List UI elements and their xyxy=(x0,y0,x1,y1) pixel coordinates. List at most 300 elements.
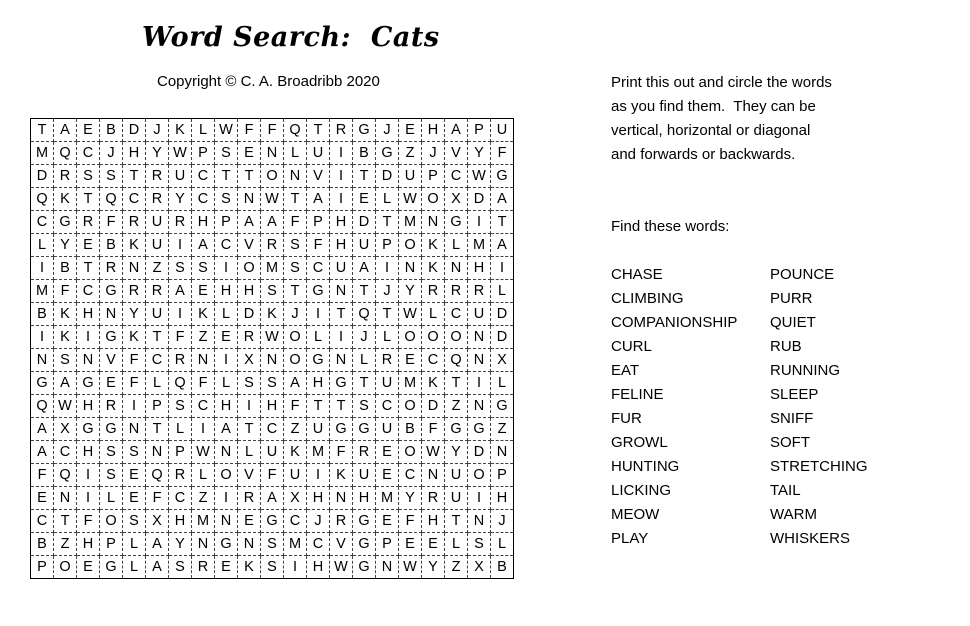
word-list-item: RUB xyxy=(770,338,802,355)
grid-cell: S xyxy=(100,165,123,188)
grid-cell: I xyxy=(238,395,261,418)
grid-cell: L xyxy=(491,372,514,395)
grid-cell: I xyxy=(330,142,353,165)
grid-cell: E xyxy=(238,142,261,165)
grid-cell: M xyxy=(376,487,399,510)
grid-cell: U xyxy=(284,464,307,487)
grid-cell: V xyxy=(445,142,468,165)
grid-cell: W xyxy=(330,556,353,579)
grid-cell: U xyxy=(146,234,169,257)
grid-cell: B xyxy=(31,533,54,556)
word-list-item: CLIMBING xyxy=(611,290,684,307)
grid-cell: E xyxy=(353,188,376,211)
grid-cell: U xyxy=(307,142,330,165)
grid-cell: B xyxy=(54,257,77,280)
grid-cell: R xyxy=(54,165,77,188)
grid-cell: L xyxy=(192,464,215,487)
grid-cell: W xyxy=(169,142,192,165)
grid-row xyxy=(31,349,514,372)
grid-cell: H xyxy=(307,487,330,510)
grid-cell: K xyxy=(261,303,284,326)
grid-cell: I xyxy=(123,395,146,418)
grid-cell: E xyxy=(422,533,445,556)
grid-row xyxy=(31,280,514,303)
grid-cell: L xyxy=(284,142,307,165)
grid-cell: U xyxy=(353,464,376,487)
grid-cell: R xyxy=(77,211,100,234)
grid-cell: L xyxy=(192,119,215,142)
grid-cell: C xyxy=(192,188,215,211)
grid-cell: I xyxy=(77,326,100,349)
grid-cell: C xyxy=(31,510,54,533)
grid-cell: H xyxy=(261,395,284,418)
grid-cell: Y xyxy=(445,441,468,464)
grid-cell: G xyxy=(307,280,330,303)
grid-cell: E xyxy=(376,510,399,533)
grid-cell: O xyxy=(468,464,491,487)
word-list-item: SNIFF xyxy=(770,410,814,427)
grid-cell: D xyxy=(238,303,261,326)
grid-cell: O xyxy=(399,441,422,464)
grid-cell: S xyxy=(169,257,192,280)
grid-cell: K xyxy=(422,372,445,395)
grid-cell: N xyxy=(468,510,491,533)
grid-cell: O xyxy=(445,326,468,349)
grid-cell: E xyxy=(100,372,123,395)
grid-cell: I xyxy=(330,165,353,188)
grid-cell: C xyxy=(192,165,215,188)
grid-cell: N xyxy=(215,441,238,464)
grid-cell: F xyxy=(261,464,284,487)
grid-cell: U xyxy=(330,257,353,280)
grid-row xyxy=(31,326,514,349)
grid-cell: Y xyxy=(399,487,422,510)
grid-cell: G xyxy=(307,349,330,372)
grid-cell: Y xyxy=(54,234,77,257)
word-list-item: HUNTING xyxy=(611,458,680,475)
grid-cell: T xyxy=(307,395,330,418)
grid-cell: S xyxy=(123,441,146,464)
grid-cell: B xyxy=(353,142,376,165)
grid-cell: E xyxy=(192,280,215,303)
grid-cell: P xyxy=(491,464,514,487)
grid-cell: Y xyxy=(123,303,146,326)
grid-cell: N xyxy=(77,349,100,372)
grid-cell: C xyxy=(261,418,284,441)
grid-cell: N xyxy=(468,326,491,349)
grid-cell: A xyxy=(215,418,238,441)
grid-cell: F xyxy=(100,211,123,234)
grid-cell: A xyxy=(353,257,376,280)
find-words-label: Find these words: xyxy=(611,218,730,235)
grid-cell: I xyxy=(330,326,353,349)
grid-cell: I xyxy=(169,234,192,257)
grid-cell: A xyxy=(192,234,215,257)
grid-cell: P xyxy=(192,142,215,165)
grid-cell: Q xyxy=(54,464,77,487)
grid-cell: H xyxy=(422,119,445,142)
grid-cell: C xyxy=(31,211,54,234)
grid-cell: P xyxy=(100,533,123,556)
grid-cell: A xyxy=(261,211,284,234)
grid-cell: D xyxy=(123,119,146,142)
grid-cell: C xyxy=(123,188,146,211)
grid-cell: V xyxy=(238,234,261,257)
grid-cell: D xyxy=(468,188,491,211)
grid-cell: W xyxy=(261,326,284,349)
grid-cell: R xyxy=(422,280,445,303)
grid-cell: U xyxy=(353,234,376,257)
grid-cell: F xyxy=(146,487,169,510)
grid-cell: G xyxy=(330,418,353,441)
grid-cell: N xyxy=(330,487,353,510)
grid-cell: H xyxy=(215,395,238,418)
grid-cell: F xyxy=(261,119,284,142)
word-list-item: CURL xyxy=(611,338,652,355)
grid-cell: A xyxy=(31,418,54,441)
grid-cell: U xyxy=(445,487,468,510)
grid-cell: C xyxy=(399,464,422,487)
grid-cell: Q xyxy=(146,464,169,487)
grid-cell: L xyxy=(376,188,399,211)
grid-cell: G xyxy=(215,533,238,556)
grid-cell: R xyxy=(422,487,445,510)
grid-cell: M xyxy=(307,441,330,464)
grid-cell: Z xyxy=(284,418,307,441)
grid-cell: D xyxy=(491,326,514,349)
word-list-item: RUNNING xyxy=(770,362,840,379)
grid-cell: Q xyxy=(169,372,192,395)
grid-cell: P xyxy=(307,211,330,234)
grid-cell: K xyxy=(169,119,192,142)
grid-cell: G xyxy=(491,395,514,418)
grid-cell: B xyxy=(100,119,123,142)
grid-cell: T xyxy=(54,510,77,533)
grid-cell: G xyxy=(100,326,123,349)
grid-cell: T xyxy=(376,303,399,326)
word-list-item: CHASE xyxy=(611,266,663,283)
grid-cell: H xyxy=(238,280,261,303)
grid-cell: R xyxy=(261,234,284,257)
grid-cell: S xyxy=(353,395,376,418)
grid-cell: N xyxy=(399,257,422,280)
grid-cell: L xyxy=(445,533,468,556)
grid-cell: W xyxy=(468,165,491,188)
grid-cell: R xyxy=(192,556,215,579)
grid-cell: G xyxy=(77,418,100,441)
grid-cell: F xyxy=(491,142,514,165)
grid-cell: R xyxy=(146,165,169,188)
grid-cell: X xyxy=(54,418,77,441)
grid-cell: S xyxy=(261,280,284,303)
grid-cell: M xyxy=(261,257,284,280)
grid-cell: E xyxy=(123,487,146,510)
grid-cell: C xyxy=(445,165,468,188)
grid-cell: E xyxy=(238,510,261,533)
grid-cell: C xyxy=(445,303,468,326)
grid-cell: A xyxy=(146,556,169,579)
grid-cell: G xyxy=(77,372,100,395)
grid-cell: R xyxy=(238,326,261,349)
grid-cell: N xyxy=(31,349,54,372)
grid-cell: I xyxy=(215,349,238,372)
grid-cell: S xyxy=(261,556,284,579)
grid-cell: A xyxy=(31,441,54,464)
grid-cell: P xyxy=(169,441,192,464)
grid-cell: W xyxy=(399,556,422,579)
grid-cell: M xyxy=(31,142,54,165)
grid-cell: P xyxy=(468,119,491,142)
grid-cell: D xyxy=(353,211,376,234)
grid-cell: A xyxy=(146,533,169,556)
grid-cell: K xyxy=(123,326,146,349)
grid-cell: G xyxy=(445,418,468,441)
grid-cell: I xyxy=(330,188,353,211)
grid-cell: X xyxy=(491,349,514,372)
grid-cell: A xyxy=(54,119,77,142)
grid-cell: P xyxy=(376,533,399,556)
grid-cell: F xyxy=(169,326,192,349)
grid-cell: C xyxy=(284,510,307,533)
grid-cell: D xyxy=(422,395,445,418)
grid-cell: A xyxy=(238,211,261,234)
grid-cell: P xyxy=(376,234,399,257)
grid-cell: N xyxy=(100,303,123,326)
instructions-line: as you find them. They can be xyxy=(611,98,816,115)
grid-cell: T xyxy=(307,119,330,142)
grid-cell: R xyxy=(238,487,261,510)
grid-cell: W xyxy=(261,188,284,211)
grid-cell: S xyxy=(284,257,307,280)
grid-cell: I xyxy=(468,211,491,234)
grid-cell: N xyxy=(376,556,399,579)
grid-cell: I xyxy=(77,487,100,510)
grid-cell: D xyxy=(31,165,54,188)
grid-cell: U xyxy=(146,303,169,326)
grid-cell: S xyxy=(192,257,215,280)
grid-cell: H xyxy=(307,372,330,395)
grid-cell: J xyxy=(307,510,330,533)
grid-cell: I xyxy=(307,464,330,487)
grid-cell: S xyxy=(169,556,192,579)
grid-cell: J xyxy=(353,326,376,349)
grid-cell: W xyxy=(399,188,422,211)
grid-cell: K xyxy=(330,464,353,487)
grid-cell: M xyxy=(399,372,422,395)
grid-cell: I xyxy=(307,303,330,326)
grid-cell: Z xyxy=(192,487,215,510)
grid-cell: H xyxy=(307,556,330,579)
instructions xyxy=(611,71,911,167)
grid-cell: Q xyxy=(31,395,54,418)
grid-cell: O xyxy=(238,257,261,280)
grid-cell: I xyxy=(215,257,238,280)
grid-cell: Y xyxy=(422,556,445,579)
grid-cell: T xyxy=(284,188,307,211)
word-list-item: POUNCE xyxy=(770,266,835,283)
grid-cell: P xyxy=(215,211,238,234)
grid-cell: H xyxy=(422,510,445,533)
grid-cell: N xyxy=(123,257,146,280)
grid-cell: E xyxy=(376,441,399,464)
grid-cell: Y xyxy=(146,142,169,165)
grid-cell: X xyxy=(146,510,169,533)
grid-cell: N xyxy=(468,349,491,372)
grid-cell: K xyxy=(123,234,146,257)
grid-cell: A xyxy=(445,119,468,142)
grid-cell: O xyxy=(422,326,445,349)
grid-cell: L xyxy=(31,234,54,257)
grid-cell: F xyxy=(192,372,215,395)
grid-cell: I xyxy=(491,257,514,280)
grid-cell: R xyxy=(123,211,146,234)
page-title: Word Search: Cats xyxy=(142,22,440,53)
grid-row xyxy=(31,211,514,234)
grid-cell: F xyxy=(399,510,422,533)
grid-cell: N xyxy=(261,142,284,165)
grid-cell: X xyxy=(284,487,307,510)
grid-cell: L xyxy=(123,533,146,556)
grid-cell: K xyxy=(284,441,307,464)
grid-cell: U xyxy=(376,372,399,395)
grid-cell: I xyxy=(376,257,399,280)
grid-cell: F xyxy=(123,372,146,395)
grid-cell: Q xyxy=(31,188,54,211)
grid-row xyxy=(31,418,514,441)
grid-cell: R xyxy=(146,280,169,303)
grid-cell: J xyxy=(284,303,307,326)
word-list-item: FUR xyxy=(611,410,642,427)
grid-cell: N xyxy=(422,211,445,234)
grid-cell: Z xyxy=(445,556,468,579)
grid-cell: K xyxy=(54,188,77,211)
grid-cell: X xyxy=(238,349,261,372)
grid-cell: F xyxy=(238,119,261,142)
grid-cell: C xyxy=(215,234,238,257)
grid-cell: T xyxy=(77,188,100,211)
grid-cell: F xyxy=(307,234,330,257)
grid-cell: G xyxy=(31,372,54,395)
grid-cell: U xyxy=(261,441,284,464)
grid-cell: R xyxy=(169,349,192,372)
grid-cell: E xyxy=(77,234,100,257)
grid-cell: N xyxy=(330,280,353,303)
grid-cell: T xyxy=(376,211,399,234)
grid-cell: H xyxy=(77,303,100,326)
grid-row xyxy=(31,441,514,464)
grid-cell: U xyxy=(376,418,399,441)
word-list-item: WHISKERS xyxy=(770,530,851,547)
grid-cell: W xyxy=(399,303,422,326)
grid-cell: O xyxy=(399,234,422,257)
grid-row xyxy=(31,464,514,487)
grid-cell: G xyxy=(491,165,514,188)
grid-cell: W xyxy=(192,441,215,464)
grid-cell: B xyxy=(100,234,123,257)
grid-row xyxy=(31,142,514,165)
grid-cell: I xyxy=(169,303,192,326)
grid-cell: Q xyxy=(445,349,468,372)
grid-cell: H xyxy=(330,234,353,257)
grid-cell: I xyxy=(77,464,100,487)
grid-cell: O xyxy=(215,464,238,487)
grid-cell: N xyxy=(123,418,146,441)
instructions-line: and forwards or backwards. xyxy=(611,146,796,163)
grid-cell: H xyxy=(77,441,100,464)
grid-cell: C xyxy=(307,257,330,280)
grid-row xyxy=(31,556,514,579)
grid-cell: Q xyxy=(54,142,77,165)
grid-cell: N xyxy=(238,533,261,556)
grid-cell: U xyxy=(169,165,192,188)
grid-cell: S xyxy=(54,349,77,372)
grid-cell: G xyxy=(353,533,376,556)
word-list-item: EAT xyxy=(611,362,640,379)
word-list-item: MEOW xyxy=(611,506,660,523)
grid-cell: B xyxy=(31,303,54,326)
grid-cell: R xyxy=(146,188,169,211)
word-list-item: WARM xyxy=(770,506,817,523)
grid-cell: F xyxy=(54,280,77,303)
grid-cell: E xyxy=(77,119,100,142)
grid-cell: C xyxy=(77,142,100,165)
grid-cell: L xyxy=(146,372,169,395)
grid-cell: G xyxy=(353,119,376,142)
grid-cell: R xyxy=(445,280,468,303)
grid-cell: M xyxy=(399,211,422,234)
grid-row xyxy=(31,372,514,395)
grid-cell: T xyxy=(238,418,261,441)
grid-cell: M xyxy=(468,234,491,257)
grid-cell: P xyxy=(146,395,169,418)
grid-cell: Z xyxy=(445,395,468,418)
grid-cell: K xyxy=(238,556,261,579)
grid-cell: G xyxy=(100,556,123,579)
grid-cell: T xyxy=(123,165,146,188)
grid-cell: I xyxy=(31,257,54,280)
grid-cell: S xyxy=(468,533,491,556)
grid-cell: T xyxy=(215,165,238,188)
grid-cell: T xyxy=(445,510,468,533)
grid-cell: I xyxy=(468,372,491,395)
grid-cell: G xyxy=(330,372,353,395)
grid-cell: E xyxy=(376,464,399,487)
grid-cell: Y xyxy=(468,142,491,165)
grid-cell: G xyxy=(100,418,123,441)
grid-cell: L xyxy=(491,533,514,556)
grid-cell: J xyxy=(491,510,514,533)
grid-cell: S xyxy=(77,165,100,188)
grid-row xyxy=(31,395,514,418)
grid-cell: L xyxy=(307,326,330,349)
grid-cell: U xyxy=(307,418,330,441)
grid-cell: N xyxy=(491,441,514,464)
grid-cell: R xyxy=(123,280,146,303)
grid-cell: T xyxy=(238,165,261,188)
word-list-item: COMPANIONSHIP xyxy=(611,314,738,331)
grid-cell: U xyxy=(491,119,514,142)
word-list-column-1 xyxy=(611,263,737,551)
grid-cell: Q xyxy=(284,119,307,142)
grid-cell: F xyxy=(284,395,307,418)
grid-cell: O xyxy=(261,165,284,188)
grid-cell: L xyxy=(445,234,468,257)
word-list-item: TAIL xyxy=(770,482,801,499)
grid-row xyxy=(31,234,514,257)
grid-cell: C xyxy=(77,280,100,303)
grid-cell: F xyxy=(31,464,54,487)
grid-cell: J xyxy=(422,142,445,165)
